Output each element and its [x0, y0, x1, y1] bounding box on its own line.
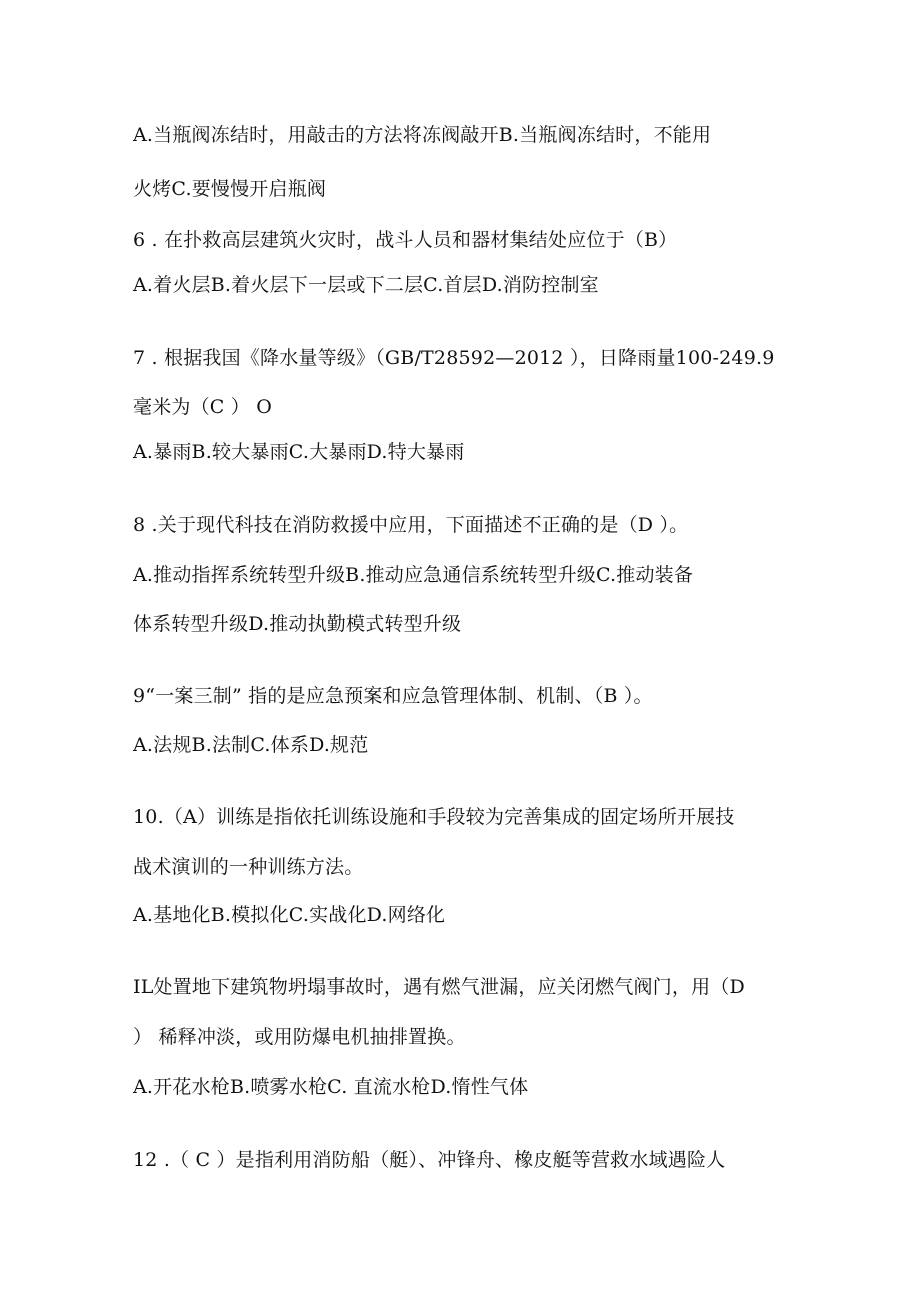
question-12: 12 .（ C ）是指利用消防船（艇）、冲锋舟、橡皮艇等营救水域遇险人 — [133, 1149, 726, 1171]
answer-options: A.法规B.法制C.体系D.规范 — [133, 734, 369, 756]
text-line: 火烤C.要慢慢开启瓶阀 — [133, 178, 327, 200]
text-line: 战术演训的一种训练方法。 — [133, 856, 364, 878]
text-line: 毫米为（C ） O — [133, 396, 272, 418]
answer-options: A.着火层B.着火层下一层或下二层C.首层D.消防控制室 — [133, 274, 599, 296]
question-10: 10.（A）训练是指依托训练设施和手段较为完善集成的固定场所开展技 — [133, 806, 735, 828]
question-9: 9“一案三制” 指的是应急预案和应急管理体制、机制、（B ）。 — [133, 685, 653, 707]
text-line: 体系转型升级D.推动执勤模式转型升级 — [133, 613, 462, 635]
answer-options: A.暴雨B.较大暴雨C.大暴雨D.特大暴雨 — [133, 441, 465, 463]
question-11: IL处置地下建筑物坍塌事故时，遇有燃气泄漏，应关闭燃气阀门，用（D — [133, 976, 745, 998]
question-8: 8 .关于现代科技在消防救援中应用，下面描述不正确的是（D ）。 — [133, 514, 689, 536]
answer-options: A.开花水枪B.喷雾水枪C. 直流水枪D.惰性气体 — [133, 1076, 529, 1098]
text-line: A.当瓶阀冻结时，用敲击的方法将冻阀敲开B.当瓶阀冻结时，不能用 — [133, 124, 712, 146]
question-6: 6 . 在扑救高层建筑火灾时，战斗人员和器材集结处应位于（B） — [133, 229, 678, 251]
question-7: 7 . 根据我国《降水量等级》（GB/T28592—2012 ），日降雨量100-249.9 — [133, 347, 775, 369]
answer-options: A.基地化B.模拟化C.实战化D.网络化 — [133, 904, 446, 926]
answer-options: A.推动指挥系统转型升级B.推动应急通信系统转型升级C.推动装备 — [133, 564, 694, 586]
text-line: ） 稀释冲淡，或用防爆电机抽排置换。 — [133, 1026, 466, 1048]
